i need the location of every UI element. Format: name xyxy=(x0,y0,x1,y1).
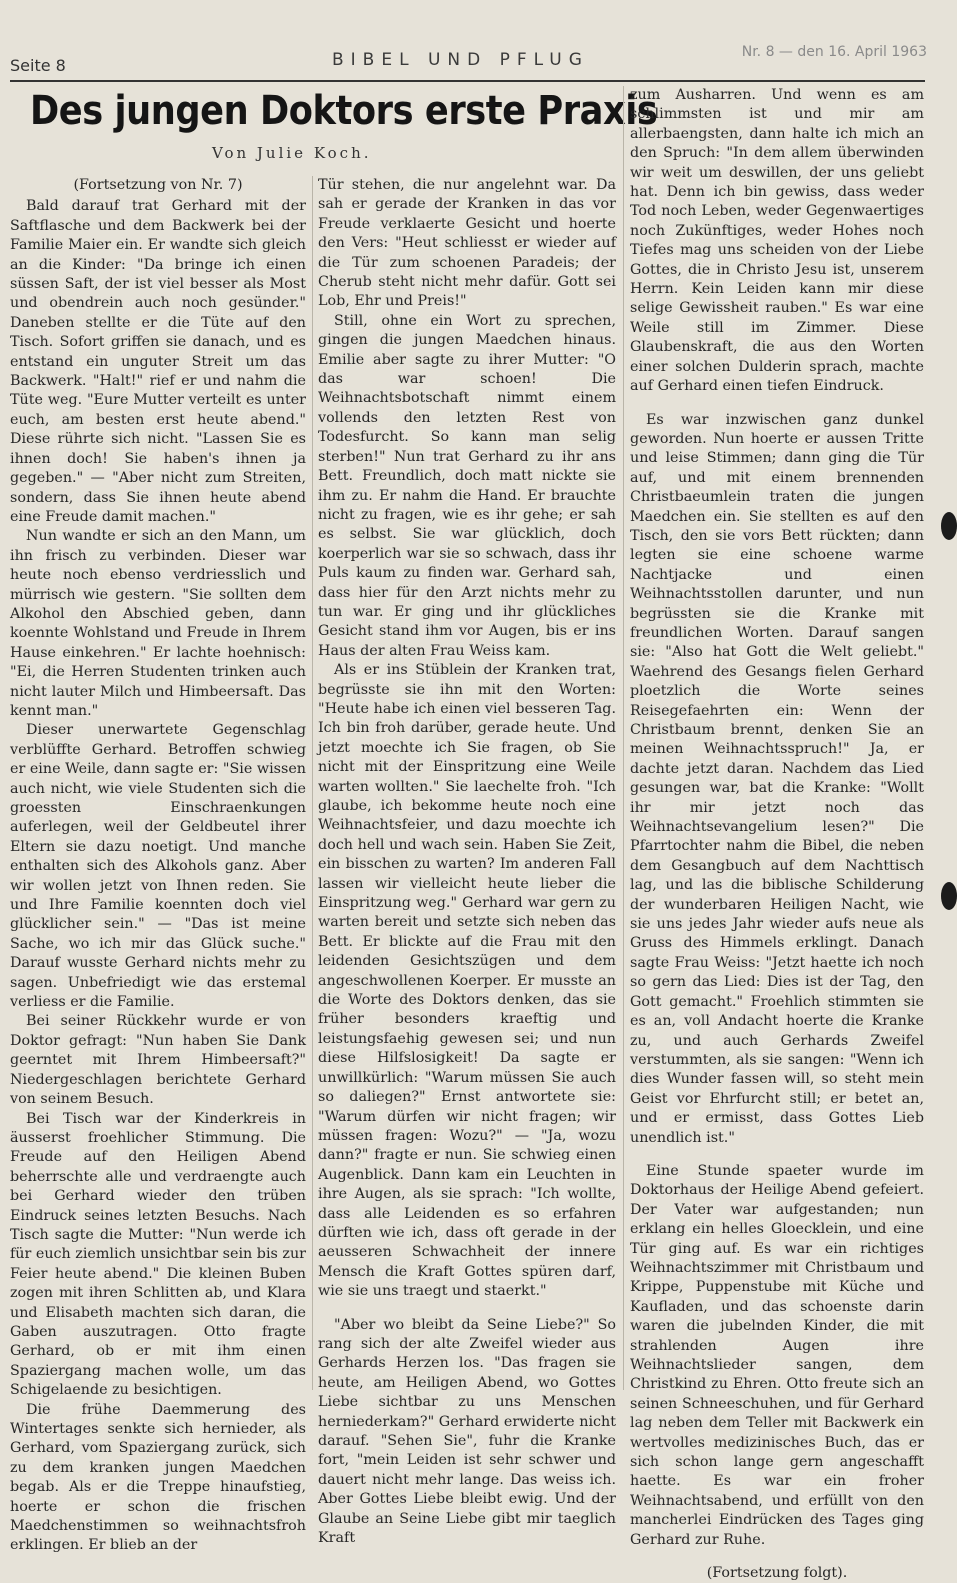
issue-date: Nr. 8 — den 16. April 1963 xyxy=(741,44,927,60)
continued-note: (Fortsetzung folgt). xyxy=(706,1565,848,1582)
page-header xyxy=(10,44,927,78)
paragraph: Eine Stunde spaeter wurde im Doktorhaus der Heilige Abend gefeiert. Der Vater war aufgestanden; nun erklang ein helles Gloecklein, und eine Tür ging auf. Es war ein richtiges Weihnachtszimmer mit Christbaum und Krippe, Puppenstube mit Küche und Kaufladen, und das schoenste darin waren die jubelnden Kinder, die mit strahlenden Augen ihre Weihnachtslieder sangen, dem Christkind zu Ehren. Otto freute sich an seinen Schneeschuhen, und für Gerhard lag neben dem Teller mit Backwerk ein wertvolles medizinisches Buch, das er sich schon lange gern angeschafft haette. Es war ein froher Weihnachtsabend, und erfüllt von den mancherlei Eindrücken des Tages ging Gerhard zur Ruhe. xyxy=(630,1162,924,1548)
paragraph: Bald darauf trat Gerhard mit der Saftflasche und dem Backwerk bei der Familie Maier ein. Er wandte sich gleich an die Kinder: "Da bringe ich einen süssen Saft, der ist viel besser als Most und obendrein auch noch gesünder." Daneben stellte er die Tüte auf den Tisch. Sofort griffen sie danach, und es entstand ein unguter Streit um das Backwerk. "Halt!" rief er und nahm die Tüte weg. "Eure Mutter verteilt es unter euch, am besten erst heute abend." Diese rührte sich nicht. "Lassen Sie es ihnen doch! Sie haben's ihnen ja gegeben." — "Aber nicht zum Streiten, sondern, dass Sie ihnen heute abend eine Freude damit machen." xyxy=(10,198,306,525)
paragraph: Es war inzwischen ganz dunkel geworden. Nun hoerte er aussen Tritte und leise Stimmen; dann ging die Tür auf, und mit einem brennenden Christbaeumlein traten die jungen Maedchen ein. Sie stellten es auf den Tisch, den sie vors Bett rückten; dann legten sie eine schoene warme Nachtjacke und einen Weihnachtsstollen darunter, und nun begrüssten sie die Kranke mit freundlichen Worten. Darauf sangen sie: "Also hat Gott die Welt geliebt." Waehrend des Gesangs fielen Gerhard ploetzlich die Worte seines Reisegefaehrten ein: Wenn der Christbaum brennt, denken Sie an meinen Weihnachtsspruch!" Ja, er dachte jetzt daran. Nachdem das Lied gesungen war, bat die Kranke: "Wollt ihr mir jetzt noch das Weihnachtsevangelium lesen?" Die Pfarrtochter nahm die Bibel, die neben dem Gesangbuch auf dem Nachttisch lag, und las die biblische Schilderung der wunderbaren Heiligen Nacht, wie sie uns jedes Jahr wieder aufs neue als Gruss des Himmels erklingt. Danach sagte Frau Weiss: "Jetzt haette ich noch so gern das Lied: Dies ist der Tag, den Gott gemacht." Froehlich stimmten sie es an, voll Andacht hoerte die Kranke zu, und auch Gerhards Zweifel verstummten, als sie sangen: "Wenn ich dies Wunder fassen will, so steht mein Geist vor Ehrfurcht still; er betet an, und er ermisst, dass Gottes Lieb unendlich ist." xyxy=(630,411,924,1146)
paragraph: Nun wandte er sich an den Mann, um ihn frisch zu verbinden. Dieser war heute noch ebenso verdriesslich und mürrisch wie gestern. "Sie sollten dem Alkohol den Abschied geben, dann koennte Wohlstand und Freude in Ihrem Hause einkehren." Er lachte hoehnisch: "Ei, die Herren Studenten trinken auch nicht lauter Milch und Himbeersaft. Das kennt man." xyxy=(10,528,306,719)
punch-hole xyxy=(941,882,957,910)
text-column-3 xyxy=(630,86,924,1582)
column-divider xyxy=(312,176,313,1390)
paragraph: Still, ohne ein Wort zu sprechen, gingen die jungen Maedchen hinaus. Emilie aber sagte zu ihrer Mutter: "O das war schoen! Die Weihnachtsbotschaft nimmt einem vollends den letzten Rest von Todesfurcht. So kann man selig sterben!" Nun trat Gerhard zu ihr ans Bett. Freundlich, doch matt nickte sie ihm zu. Er nahm die Hand. Er brauchte nicht zu fragen, wie es ihr gehe; er sah es selbst. Sie war glücklich, doch koerperlich war sie so schwach, dass ihr Puls kaum zu finden war. Gerhard sah, dass hier für den Arzt nichts mehr zu tun war. Er ging und ihr glückliches Gesicht stand ihm vor Augen, bis er ins Haus der alten Frau Weiss kam. xyxy=(318,312,616,659)
paragraph: Tür stehen, die nur angelehnt war. Da sah er gerade der Kranken in das vor Freude verklaerte Gesicht und hoerte den Vers: "Heut schliesst er wieder auf die Tür zum schoenen Paradeis; der Cherub steht nicht mehr dafür. Gott sei Lob, Ehr und Preis!" xyxy=(318,177,616,310)
paragraph: Bei Tisch war der Kinderkreis in äusserst froehlicher Stimmung. Die Freude auf den Heiligen Abend beherrschte alle und verdraengte auch bei Gerhard wieder den trüben Eindruck seines letzten Besuchs. Nach Tisch sagte die Mutter: "Nun werde ich für euch ziemlich unsichtbar sein bis zur Feier heute abend." Die kleinen Buben zogen mit ihren Schlitten ab, und Klara und Elisabeth machten sich daran, die Gaben auszutragen. Otto fragte Gerhard, ob er mit ihm einen Spaziergang machen wolle, um das Schigelaende zu besichtigen. xyxy=(10,1110,306,1399)
text-column-1 xyxy=(10,176,306,1554)
continuation-note: (Fortsetzung von Nr. 7) xyxy=(73,177,243,193)
paragraph: "Aber wo bleibt da Seine Liebe?" So rang sich der alte Zweifel wieder aus Gerhards Herzen los. "Das fragen sie heute, am Heiligen Abend, wo Gottes Liebe sichtbar zu uns Menschen herniederkam?" Gerhard erwiderte nicht darauf. "Sehen Sie", fuhr die Kranke fort, "mein Leiden ist sehr schwer und dauert nicht mehr lange. Das weiss ich. Aber Gottes Liebe bleibt ewig. Und der Glaube an Seine Liebe gibt mir taeglich Kraft xyxy=(318,1316,616,1547)
column-divider xyxy=(623,86,624,1390)
paragraph: Die frühe Daemmerung des Wintertages senkte sich hernieder, als Gerhard, vom Spaziergang zurück, sich zu dem kranken jungen Maedchen begab. Als er die Treppe hinaufstieg, hoerte er schon die frischen Maedchenstimmen so weihnachtsfroh erklingen. Er blieb an der xyxy=(10,1401,306,1554)
paragraph: Dieser unerwartete Gegenschlag verblüffte Gerhard. Betroffen schwieg er eine Weile, dann sagte er: "Sie wissen auch nicht, wie viele Studenten sich die groessten Einschraenkungen auferlegen, weil der Geldbeutel ihrer Eltern sie dazu noetigt. Und manche enthalten sich des Alkohols ganz. Aber wir wollen jetzt von Ihnen reden. Sie und Ihre Familie koennten doch viel glücklicher sein." — "Das ist meine Sache, wo ich mir das Glück suche." Darauf wusste Gerhard nichts mehr zu sagen. Unbefriedigt wie das erstemal verliess er die Familie. xyxy=(10,722,306,1011)
article-byline: Von Julie Koch. xyxy=(212,144,372,162)
header-rule xyxy=(10,80,925,82)
paragraph: zum Ausharren. Und wenn es am schlimmsten ist und mir am allerbaengsten, dann halte ich mich an den Spruch: "In dem allem überwinden wir weit um deswillen, der uns geliebt hat. Denn ich bin gewiss, dass weder Tod noch Leben, weder Gegenwaertiges noch Zukünftiges, weder Hohes noch Tiefes mag uns scheiden von der Liebe Gottes, die in Christo Jesu ist, unserem Herrn. Kein Leiden kann mir diese selige Gewissheit rauben." Es war eine Weile still im Zimmer. Diese Glaubenskraft, die aus den Worten einer solchen Dulderin sprach, machte auf Gerhard einen tiefen Eindruck. xyxy=(630,87,924,395)
punch-hole xyxy=(941,512,957,540)
page-number: Seite 8 xyxy=(10,56,66,75)
newspaper-title: BIBEL UND PFLUG xyxy=(332,50,589,70)
paragraph: Als er ins Stüblein der Kranken trat, begrüsste sie ihn mit den Worten: "Heute habe ich einen viel besseren Tag. Ich bin froh darüber, gerade heute. Und jetzt moechte ich Sie fragen, ob Sie nicht mit der Einspritzung eine Weile warten wollten." Sie laechelte froh. "Ich glaube, ich bekomme heute noch eine Weihnachtsfeier, und dazu moechte ich doch hell und wach sein. Haben Sie Zeit, ein bisschen zu warten? Im anderen Fall lassen wir vielleicht heute lieber die Einspritzung weg." Gerhard war gern zu warten bereit und setzte sich neben das Bett. Er blickte auf die Frau mit den leidenden Gesichtszügen und dem angeschwollenen Koerper. Er musste an die Worte des Doktors denken, das sie früher besonders kraeftig und leistungsfaehig gewesen sei; und nun diese Hilfslosigkeit! Da sagte er unwillkürlich: "Warum müssen Sie auch so daliegen?" Ernst antwortete sie: "Warum dürfen wir nicht fragen; wir müssen fragen: Wozu?" — "Ja, wozu dann?" fragte er nun. Sie schwieg einen Augenblick. Dann kam ein Leuchten in ihre Augen, als sie sprach: "Ich wollte, dass alle Leidenden es so erfahren dürften wie ich, dass oft gerade in der aeusseren Schwachheit der innere Mensch die Kraft Gottes spüren darf, wie sie uns traegt und staerkt." xyxy=(318,662,616,1300)
text-column-2 xyxy=(318,176,616,1547)
paragraph: Bei seiner Rückkehr wurde er von Doktor gefragt: "Nun haben Sie Dank geerntet mit Ihrem Himbeersaft?" Niedergeschlagen berichtete Gerhard von seinem Besuch. xyxy=(10,1013,306,1108)
article-title: Des jungen Doktors erste Praxis xyxy=(30,88,658,134)
